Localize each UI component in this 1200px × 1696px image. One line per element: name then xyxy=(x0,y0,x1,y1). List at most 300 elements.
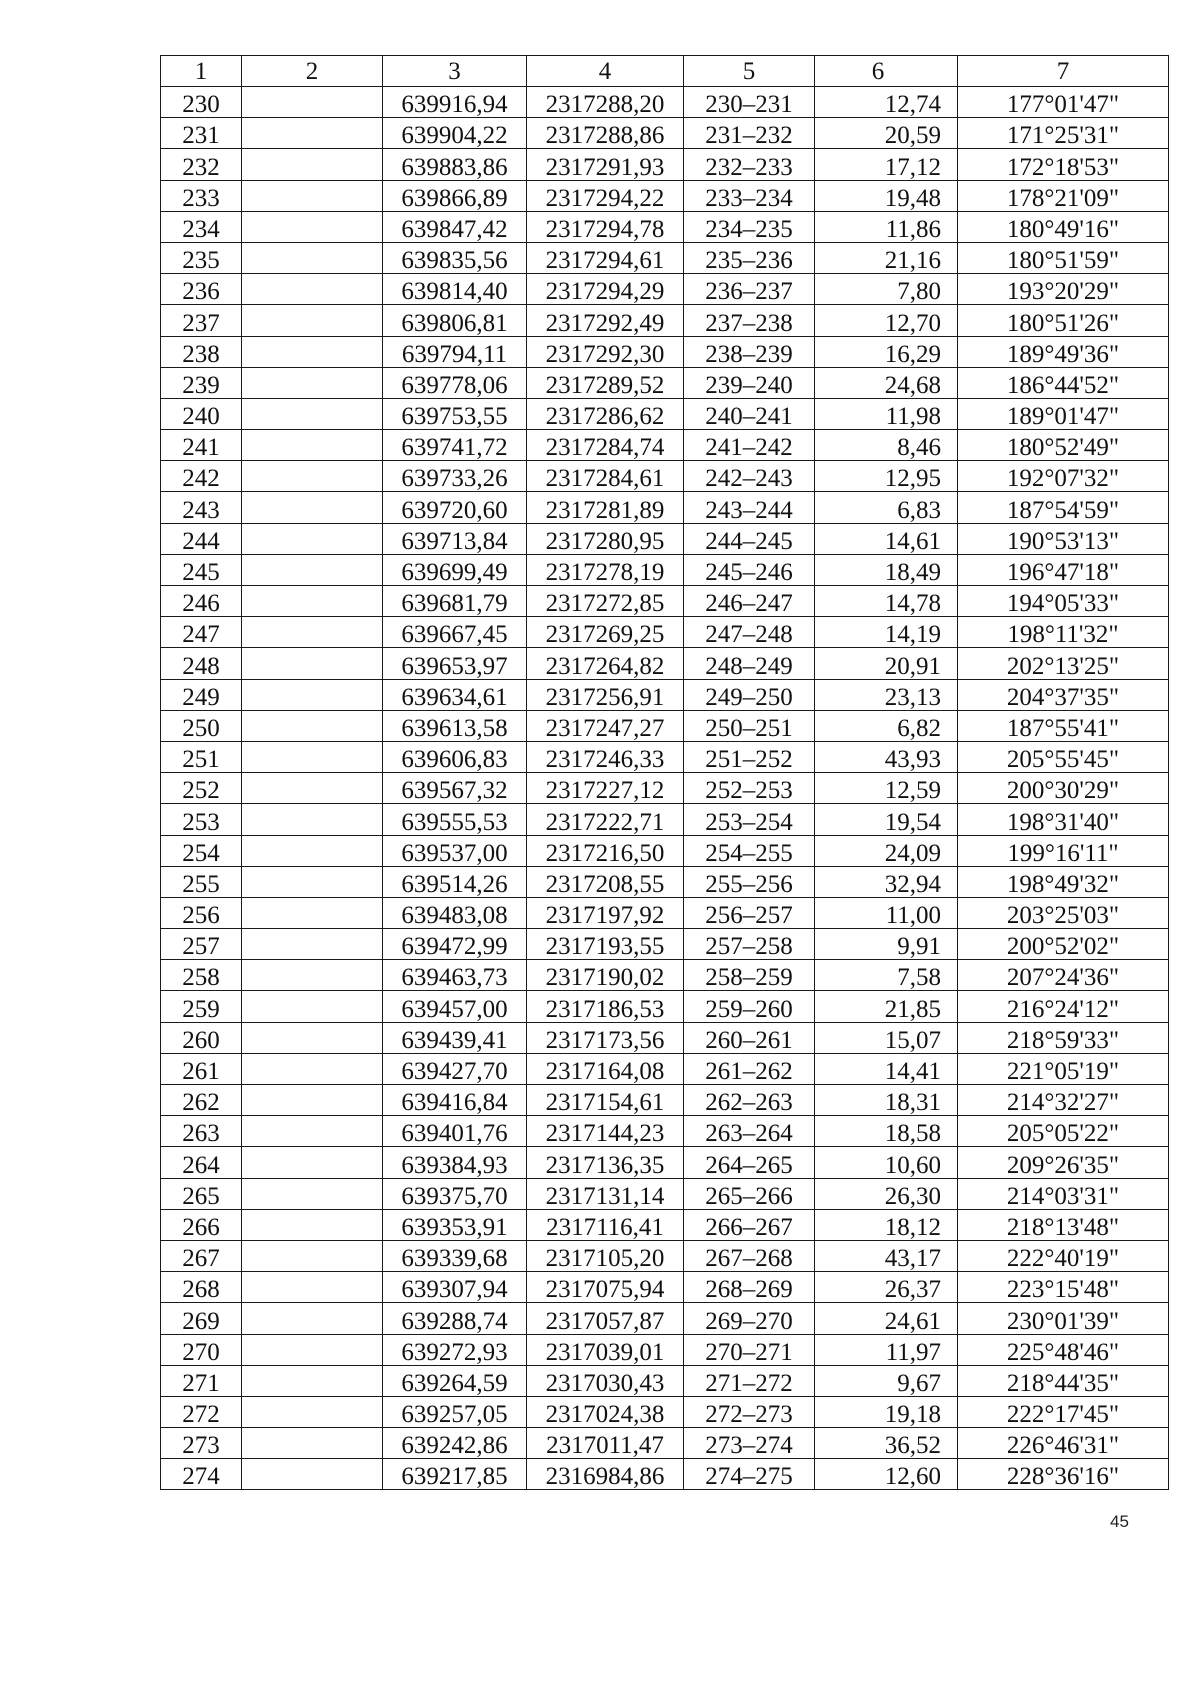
table-cell-col-3: 639463,73 xyxy=(383,960,527,991)
table-row xyxy=(161,149,1169,180)
table-cell-col-5: 257–258 xyxy=(684,929,815,960)
table-cell-col-3: 639733,26 xyxy=(383,461,527,492)
table-cell-col-1: 274 xyxy=(161,1459,242,1490)
table-cell-col-6: 43,17 xyxy=(815,1240,958,1271)
table-cell-col-1: 269 xyxy=(161,1303,242,1334)
table-row xyxy=(161,991,1169,1022)
table-cell-col-1: 232 xyxy=(161,149,242,180)
table-cell-col-2 xyxy=(242,1178,383,1209)
table-cell-col-3: 639720,60 xyxy=(383,492,527,523)
table-cell-col-7: 198°49'32" xyxy=(958,866,1169,897)
table-cell-col-4: 2317024,38 xyxy=(527,1396,684,1427)
table-cell-col-2 xyxy=(242,1022,383,1053)
table-cell-col-7: 221°05'19" xyxy=(958,1053,1169,1084)
table-cell-col-6: 32,94 xyxy=(815,866,958,897)
table-cell-col-1: 260 xyxy=(161,1022,242,1053)
table-cell-col-4: 2317164,08 xyxy=(527,1053,684,1084)
table-cell-col-1: 240 xyxy=(161,398,242,429)
table-cell-col-4: 2317291,93 xyxy=(527,149,684,180)
header-row xyxy=(161,56,1169,87)
table-row xyxy=(161,773,1169,804)
table-row xyxy=(161,1303,1169,1334)
table-cell-col-2 xyxy=(242,87,383,118)
table-cell-col-6: 12,95 xyxy=(815,461,958,492)
table-cell-col-3: 639835,56 xyxy=(383,242,527,273)
table-cell-col-6: 18,58 xyxy=(815,1116,958,1147)
table-cell-col-7: 192°07'32" xyxy=(958,461,1169,492)
table-cell-col-4: 2317294,61 xyxy=(527,242,684,273)
table-cell-col-6: 20,91 xyxy=(815,648,958,679)
table-cell-col-3: 639567,32 xyxy=(383,773,527,804)
table-row xyxy=(161,1459,1169,1490)
table-cell-col-2 xyxy=(242,118,383,149)
table-cell-col-3: 639353,91 xyxy=(383,1209,527,1240)
table-cell-col-2 xyxy=(242,1365,383,1396)
table-cell-col-7: 177°01'47" xyxy=(958,87,1169,118)
table-cell-col-4: 2317197,92 xyxy=(527,897,684,928)
table-cell-col-1: 239 xyxy=(161,367,242,398)
table-cell-col-7: 198°11'32" xyxy=(958,617,1169,648)
table-cell-col-5: 230–231 xyxy=(684,87,815,118)
table-cell-col-5: 248–249 xyxy=(684,648,815,679)
table-cell-col-6: 12,59 xyxy=(815,773,958,804)
table-cell-col-1: 264 xyxy=(161,1147,242,1178)
table-cell-col-1: 270 xyxy=(161,1334,242,1365)
table-cell-col-1: 256 xyxy=(161,897,242,928)
table-cell-col-5: 264–265 xyxy=(684,1147,815,1178)
table-cell-col-5: 253–254 xyxy=(684,804,815,835)
table-cell-col-4: 2317247,27 xyxy=(527,710,684,741)
column-header-6: 6 xyxy=(815,56,958,87)
table-cell-col-4: 2317136,35 xyxy=(527,1147,684,1178)
table-cell-col-3: 639606,83 xyxy=(383,741,527,772)
table-cell-col-1: 250 xyxy=(161,710,242,741)
table-cell-col-3: 639794,11 xyxy=(383,336,527,367)
table-cell-col-2 xyxy=(242,679,383,710)
table-cell-col-3: 639883,86 xyxy=(383,149,527,180)
table-cell-col-6: 24,09 xyxy=(815,835,958,866)
table-cell-col-7: 194°05'33" xyxy=(958,586,1169,617)
table-cell-col-3: 639555,53 xyxy=(383,804,527,835)
table-cell-col-2 xyxy=(242,586,383,617)
table-cell-col-4: 2317256,91 xyxy=(527,679,684,710)
table-cell-col-4: 2317284,61 xyxy=(527,461,684,492)
table-cell-col-6: 18,49 xyxy=(815,554,958,585)
table-cell-col-6: 43,93 xyxy=(815,741,958,772)
table-cell-col-1: 265 xyxy=(161,1178,242,1209)
table-cell-col-6: 9,67 xyxy=(815,1365,958,1396)
table-cell-col-3: 639916,94 xyxy=(383,87,527,118)
table-cell-col-7: 230°01'39" xyxy=(958,1303,1169,1334)
table-cell-col-3: 639847,42 xyxy=(383,211,527,242)
table-row xyxy=(161,710,1169,741)
table-row xyxy=(161,897,1169,928)
table-cell-col-2 xyxy=(242,710,383,741)
table-cell-col-5: 238–239 xyxy=(684,336,815,367)
table-cell-col-7: 209°26'35" xyxy=(958,1147,1169,1178)
table-cell-col-1: 236 xyxy=(161,274,242,305)
table-cell-col-3: 639667,45 xyxy=(383,617,527,648)
column-header-2: 2 xyxy=(242,56,383,87)
table-cell-col-1: 247 xyxy=(161,617,242,648)
table-row xyxy=(161,430,1169,461)
table-cell-col-2 xyxy=(242,1303,383,1334)
table-cell-col-5: 249–250 xyxy=(684,679,815,710)
table-cell-col-6: 19,48 xyxy=(815,180,958,211)
table-cell-col-6: 17,12 xyxy=(815,149,958,180)
column-header-3: 3 xyxy=(383,56,527,87)
table-cell-col-7: 200°52'02" xyxy=(958,929,1169,960)
table-cell-col-3: 639217,85 xyxy=(383,1459,527,1490)
table-cell-col-4: 2317246,33 xyxy=(527,741,684,772)
column-header-1: 1 xyxy=(161,56,242,87)
table-cell-col-6: 6,83 xyxy=(815,492,958,523)
table-cell-col-7: 225°48'46" xyxy=(958,1334,1169,1365)
table-cell-col-4: 2317292,49 xyxy=(527,305,684,336)
table-cell-col-5: 263–264 xyxy=(684,1116,815,1147)
table-cell-col-2 xyxy=(242,461,383,492)
table-row xyxy=(161,617,1169,648)
table-cell-col-1: 263 xyxy=(161,1116,242,1147)
table-cell-col-5: 273–274 xyxy=(684,1428,815,1459)
table-row xyxy=(161,1147,1169,1178)
table-cell-col-7: 200°30'29" xyxy=(958,773,1169,804)
table-row xyxy=(161,1022,1169,1053)
table-cell-col-2 xyxy=(242,991,383,1022)
table-cell-col-5: 240–241 xyxy=(684,398,815,429)
table-cell-col-1: 241 xyxy=(161,430,242,461)
table-cell-col-6: 18,31 xyxy=(815,1085,958,1116)
table-cell-col-4: 2317227,12 xyxy=(527,773,684,804)
table-cell-col-5: 255–256 xyxy=(684,866,815,897)
table-cell-col-3: 639439,41 xyxy=(383,1022,527,1053)
table-cell-col-5: 259–260 xyxy=(684,991,815,1022)
table-row xyxy=(161,804,1169,835)
table-row xyxy=(161,1428,1169,1459)
table-row xyxy=(161,1116,1169,1147)
table-cell-col-2 xyxy=(242,929,383,960)
table-cell-col-2 xyxy=(242,741,383,772)
table-cell-col-4: 2317105,20 xyxy=(527,1240,684,1271)
table-cell-col-5: 236–237 xyxy=(684,274,815,305)
table-cell-col-6: 21,16 xyxy=(815,242,958,273)
table-cell-col-1: 266 xyxy=(161,1209,242,1240)
table-row xyxy=(161,1209,1169,1240)
table-cell-col-2 xyxy=(242,149,383,180)
table-cell-col-1: 254 xyxy=(161,835,242,866)
table-row xyxy=(161,1365,1169,1396)
table-row xyxy=(161,1240,1169,1271)
table-cell-col-7: 171°25'31" xyxy=(958,118,1169,149)
table-cell-col-7: 214°03'31" xyxy=(958,1178,1169,1209)
table-cell-col-2 xyxy=(242,773,383,804)
table-cell-col-3: 639307,94 xyxy=(383,1272,527,1303)
table-cell-col-6: 26,37 xyxy=(815,1272,958,1303)
table-cell-col-3: 639904,22 xyxy=(383,118,527,149)
table-cell-col-7: 207°24'36" xyxy=(958,960,1169,991)
table-cell-col-5: 246–247 xyxy=(684,586,815,617)
table-cell-col-6: 11,98 xyxy=(815,398,958,429)
table-cell-col-4: 2317154,61 xyxy=(527,1085,684,1116)
table-cell-col-6: 19,54 xyxy=(815,804,958,835)
table-cell-col-1: 233 xyxy=(161,180,242,211)
table-cell-col-2 xyxy=(242,897,383,928)
table-cell-col-5: 242–243 xyxy=(684,461,815,492)
coordinates-table xyxy=(160,55,1169,1490)
table-cell-col-6: 6,82 xyxy=(815,710,958,741)
table-cell-col-2 xyxy=(242,274,383,305)
table-cell-col-4: 2317286,62 xyxy=(527,398,684,429)
column-header-7: 7 xyxy=(958,56,1169,87)
table-cell-col-4: 2317264,82 xyxy=(527,648,684,679)
table-cell-col-1: 248 xyxy=(161,648,242,679)
column-header-4: 4 xyxy=(527,56,684,87)
table-cell-col-7: 228°36'16" xyxy=(958,1459,1169,1490)
table-cell-col-5: 244–245 xyxy=(684,523,815,554)
table-cell-col-7: 222°40'19" xyxy=(958,1240,1169,1271)
table-cell-col-3: 639375,70 xyxy=(383,1178,527,1209)
table-cell-col-7: 198°31'40" xyxy=(958,804,1169,835)
table-cell-col-2 xyxy=(242,648,383,679)
table-cell-col-3: 639242,86 xyxy=(383,1428,527,1459)
table-cell-col-2 xyxy=(242,1209,383,1240)
table-cell-col-7: 180°52'49" xyxy=(958,430,1169,461)
table-row xyxy=(161,648,1169,679)
table-cell-col-4: 2317011,47 xyxy=(527,1428,684,1459)
table-cell-col-2 xyxy=(242,1428,383,1459)
table-cell-col-1: 234 xyxy=(161,211,242,242)
table-cell-col-3: 639288,74 xyxy=(383,1303,527,1334)
table-row xyxy=(161,461,1169,492)
table-cell-col-7: 216°24'12" xyxy=(958,991,1169,1022)
table-cell-col-3: 639384,93 xyxy=(383,1147,527,1178)
table-cell-col-2 xyxy=(242,1053,383,1084)
table-cell-col-6: 8,46 xyxy=(815,430,958,461)
table-cell-col-1: 258 xyxy=(161,960,242,991)
table-cell-col-2 xyxy=(242,1116,383,1147)
table-cell-col-2 xyxy=(242,554,383,585)
table-cell-col-6: 19,18 xyxy=(815,1396,958,1427)
table-cell-col-3: 639634,61 xyxy=(383,679,527,710)
table-cell-col-7: 187°55'41" xyxy=(958,710,1169,741)
table-cell-col-6: 12,70 xyxy=(815,305,958,336)
table-cell-col-4: 2317289,52 xyxy=(527,367,684,398)
table-cell-col-5: 239–240 xyxy=(684,367,815,398)
table-cell-col-5: 233–234 xyxy=(684,180,815,211)
table-cell-col-5: 272–273 xyxy=(684,1396,815,1427)
table-cell-col-7: 223°15'48" xyxy=(958,1272,1169,1303)
table-cell-col-4: 2317116,41 xyxy=(527,1209,684,1240)
table-cell-col-2 xyxy=(242,1147,383,1178)
table-cell-col-6: 26,30 xyxy=(815,1178,958,1209)
table-cell-col-5: 235–236 xyxy=(684,242,815,273)
table-cell-col-5: 232–233 xyxy=(684,149,815,180)
table-cell-col-6: 18,12 xyxy=(815,1209,958,1240)
page-number: 45 xyxy=(1110,1512,1129,1531)
table-row xyxy=(161,835,1169,866)
table-cell-col-1: 249 xyxy=(161,679,242,710)
table-cell-col-2 xyxy=(242,804,383,835)
table-cell-col-6: 11,86 xyxy=(815,211,958,242)
table-cell-col-7: 218°13'48" xyxy=(958,1209,1169,1240)
table-cell-col-3: 639681,79 xyxy=(383,586,527,617)
table-cell-col-1: 273 xyxy=(161,1428,242,1459)
table-row xyxy=(161,523,1169,554)
table-row xyxy=(161,1396,1169,1427)
table-cell-col-5: 245–246 xyxy=(684,554,815,585)
table-cell-col-7: 190°53'13" xyxy=(958,523,1169,554)
table-row xyxy=(161,1178,1169,1209)
table-cell-col-1: 257 xyxy=(161,929,242,960)
table-cell-col-4: 2316984,86 xyxy=(527,1459,684,1490)
table-cell-col-6: 21,85 xyxy=(815,991,958,1022)
table-cell-col-6: 12,74 xyxy=(815,87,958,118)
table-cell-col-3: 639741,72 xyxy=(383,430,527,461)
table-cell-col-5: 250–251 xyxy=(684,710,815,741)
table-cell-col-5: 252–253 xyxy=(684,773,815,804)
table-cell-col-1: 251 xyxy=(161,741,242,772)
table-cell-col-7: 222°17'45" xyxy=(958,1396,1169,1427)
table-cell-col-4: 2317030,43 xyxy=(527,1365,684,1396)
table-cell-col-6: 16,29 xyxy=(815,336,958,367)
table-row xyxy=(161,741,1169,772)
table-cell-col-4: 2317222,71 xyxy=(527,804,684,835)
table-cell-col-4: 2317190,02 xyxy=(527,960,684,991)
table-cell-col-4: 2317294,78 xyxy=(527,211,684,242)
table-cell-col-4: 2317075,94 xyxy=(527,1272,684,1303)
table-cell-col-2 xyxy=(242,866,383,897)
table-cell-col-3: 639264,59 xyxy=(383,1365,527,1396)
table-cell-col-1: 235 xyxy=(161,242,242,273)
table-row xyxy=(161,492,1169,523)
table-cell-col-2 xyxy=(242,211,383,242)
table-cell-col-2 xyxy=(242,1240,383,1271)
table-cell-col-5: 266–267 xyxy=(684,1209,815,1240)
table-cell-col-3: 639401,76 xyxy=(383,1116,527,1147)
table-cell-col-7: 180°49'16" xyxy=(958,211,1169,242)
table-cell-col-6: 14,78 xyxy=(815,586,958,617)
table-body xyxy=(161,87,1169,1490)
table-cell-col-3: 639257,05 xyxy=(383,1396,527,1427)
table-cell-col-1: 230 xyxy=(161,87,242,118)
table-cell-col-4: 2317269,25 xyxy=(527,617,684,648)
table-cell-col-5: 258–259 xyxy=(684,960,815,991)
table-cell-col-3: 639778,06 xyxy=(383,367,527,398)
table-cell-col-5: 243–244 xyxy=(684,492,815,523)
table-cell-col-1: 231 xyxy=(161,118,242,149)
table-row xyxy=(161,211,1169,242)
table-row xyxy=(161,305,1169,336)
table-cell-col-6: 14,41 xyxy=(815,1053,958,1084)
table-cell-col-7: 204°37'35" xyxy=(958,679,1169,710)
table-cell-col-3: 639806,81 xyxy=(383,305,527,336)
table-cell-col-4: 2317278,19 xyxy=(527,554,684,585)
table-cell-col-2 xyxy=(242,492,383,523)
table-cell-col-3: 639866,89 xyxy=(383,180,527,211)
table-cell-col-1: 262 xyxy=(161,1085,242,1116)
table-row xyxy=(161,586,1169,617)
table-cell-col-7: 186°44'52" xyxy=(958,367,1169,398)
table-cell-col-1: 255 xyxy=(161,866,242,897)
table-cell-col-4: 2317294,29 xyxy=(527,274,684,305)
table-cell-col-2 xyxy=(242,1396,383,1427)
table-cell-col-5: 262–263 xyxy=(684,1085,815,1116)
table-cell-col-7: 180°51'26" xyxy=(958,305,1169,336)
table-cell-col-3: 639613,58 xyxy=(383,710,527,741)
table-cell-col-3: 639416,84 xyxy=(383,1085,527,1116)
table-row xyxy=(161,118,1169,149)
table-cell-col-2 xyxy=(242,367,383,398)
table-cell-col-4: 2317193,55 xyxy=(527,929,684,960)
table-cell-col-6: 11,00 xyxy=(815,897,958,928)
table-cell-col-5: 241–242 xyxy=(684,430,815,461)
table-cell-col-5: 260–261 xyxy=(684,1022,815,1053)
column-header-5: 5 xyxy=(684,56,815,87)
table-cell-col-7: 193°20'29" xyxy=(958,274,1169,305)
table-cell-col-3: 639483,08 xyxy=(383,897,527,928)
table-cell-col-5: 267–268 xyxy=(684,1240,815,1271)
table-cell-col-4: 2317280,95 xyxy=(527,523,684,554)
table-cell-col-7: 203°25'03" xyxy=(958,897,1169,928)
table-row xyxy=(161,960,1169,991)
table-cell-col-4: 2317173,56 xyxy=(527,1022,684,1053)
table-cell-col-3: 639339,68 xyxy=(383,1240,527,1271)
table-cell-col-6: 11,97 xyxy=(815,1334,958,1365)
table-cell-col-2 xyxy=(242,617,383,648)
table-cell-col-7: 180°51'59" xyxy=(958,242,1169,273)
table-cell-col-1: 272 xyxy=(161,1396,242,1427)
table-cell-col-4: 2317216,50 xyxy=(527,835,684,866)
table-cell-col-4: 2317284,74 xyxy=(527,430,684,461)
table-row xyxy=(161,274,1169,305)
table-cell-col-2 xyxy=(242,305,383,336)
table-cell-col-7: 178°21'09" xyxy=(958,180,1169,211)
table-cell-col-4: 2317039,01 xyxy=(527,1334,684,1365)
table-row xyxy=(161,398,1169,429)
table-row xyxy=(161,1272,1169,1303)
table-cell-col-7: 214°32'27" xyxy=(958,1085,1169,1116)
table-cell-col-5: 270–271 xyxy=(684,1334,815,1365)
table-cell-col-1: 267 xyxy=(161,1240,242,1271)
table-cell-col-4: 2317144,23 xyxy=(527,1116,684,1147)
table-cell-col-1: 271 xyxy=(161,1365,242,1396)
table-cell-col-6: 10,60 xyxy=(815,1147,958,1178)
table-cell-col-6: 24,61 xyxy=(815,1303,958,1334)
table-cell-col-1: 259 xyxy=(161,991,242,1022)
table-cell-col-6: 7,58 xyxy=(815,960,958,991)
table-cell-col-3: 639753,55 xyxy=(383,398,527,429)
table-cell-col-1: 243 xyxy=(161,492,242,523)
table-cell-col-3: 639272,93 xyxy=(383,1334,527,1365)
table-cell-col-6: 14,61 xyxy=(815,523,958,554)
table-cell-col-7: 189°49'36" xyxy=(958,336,1169,367)
table-cell-col-7: 218°44'35" xyxy=(958,1365,1169,1396)
table-cell-col-1: 252 xyxy=(161,773,242,804)
table-cell-col-2 xyxy=(242,180,383,211)
table-cell-col-2 xyxy=(242,398,383,429)
table-cell-col-3: 639427,70 xyxy=(383,1053,527,1084)
table-cell-col-7: 187°54'59" xyxy=(958,492,1169,523)
table-cell-col-5: 269–270 xyxy=(684,1303,815,1334)
table-row xyxy=(161,367,1169,398)
table-row xyxy=(161,242,1169,273)
table-cell-col-3: 639713,84 xyxy=(383,523,527,554)
table-cell-col-3: 639699,49 xyxy=(383,554,527,585)
table-cell-col-2 xyxy=(242,1459,383,1490)
table-cell-col-6: 23,13 xyxy=(815,679,958,710)
table-cell-col-5: 256–257 xyxy=(684,897,815,928)
table-row xyxy=(161,1053,1169,1084)
